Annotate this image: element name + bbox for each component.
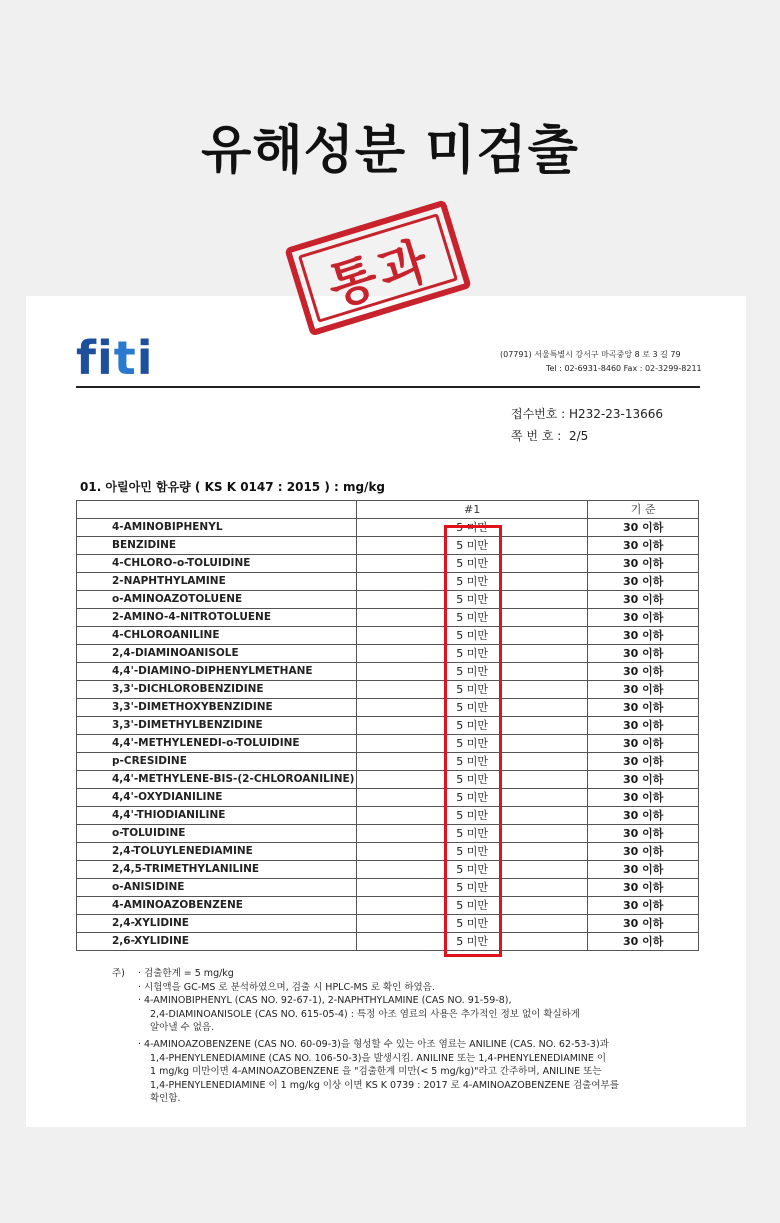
table-row — [77, 807, 699, 825]
table-row — [77, 771, 699, 789]
standard-value: 30 이하 — [588, 609, 699, 627]
lab-address: (07791) 서울특별시 강서구 마곡중앙 8 로 3 길 79 — [500, 350, 681, 359]
receipt-number: 접수번호 : H232-23-13666 — [511, 407, 664, 421]
note-aminoazobenzene-cont2: 1 mg/kg 미만이면 4-AMINOAZOBENZENE 을 "검출한계 미만(< 5 mg/kg)"라고 간주하며, ANILINE 또는 — [150, 1066, 602, 1077]
fiti-logo: fiti — [76, 331, 154, 385]
analyte-name: o-ANISIDINE — [77, 879, 357, 897]
result-value: 5 미만 — [356, 609, 587, 627]
table-row — [77, 843, 699, 861]
table-row — [77, 555, 699, 573]
note-aminoazobenzene-end: 확인함. — [150, 1093, 181, 1104]
note-aminoazobenzene-cont3: 1,4-PHENYLENEDIAMINE 이 1 mg/kg 이상 이면 KS K 0739 : 2017 로 4-AMINOAZOBENZENE 검출여부를 — [150, 1079, 619, 1091]
analyte-name: 2,4-XYLIDINE — [77, 915, 357, 933]
analyte-name: 2,4,5-TRIMETHYLANILINE — [77, 861, 357, 879]
result-value: 5 미만 — [356, 915, 587, 933]
result-value: 5 미만 — [356, 807, 587, 825]
standard-value: 30 이하 — [588, 555, 699, 573]
section-title: 01. 아릴아민 함유량 ( KS K 0147 : 2015 ) : mg/kg — [80, 480, 386, 494]
page-number: 쪽 번 호 : 2/5 — [511, 429, 589, 443]
result-value: 5 미만 — [356, 681, 587, 699]
result-value: 5 미만 — [356, 879, 587, 897]
analyte-name: p-CRESIDINE — [77, 753, 357, 771]
note-aminoazobenzene-cont1: 1,4-PHENYLENEDIAMINE (CAS NO. 106-50-3)을 발생시킴. ANILINE 또는 1,4-PHENYLENEDIAMINE 이 — [150, 1052, 607, 1064]
table-row — [77, 609, 699, 627]
header-analyte — [77, 501, 357, 519]
standard-value: 30 이하 — [588, 933, 699, 951]
result-value: 5 미만 — [356, 897, 587, 915]
page-headline: 유해성분 미검출 — [201, 121, 579, 181]
standard-value: 30 이하 — [588, 537, 699, 555]
standard-value: 30 이하 — [588, 519, 699, 537]
standard-value: 30 이하 — [588, 735, 699, 753]
result-value: 5 미만 — [356, 717, 587, 735]
analyte-name: 2-NAPHTHYLAMINE — [77, 573, 357, 591]
standard-value: 30 이하 — [588, 645, 699, 663]
table-row — [77, 717, 699, 735]
standard-value: 30 이하 — [588, 789, 699, 807]
note-amines: · 4-AMINOBIPHENYL (CAS NO. 92-67-1), 2-NAPHTHYLAMINE (CAS NO. 91-59-8), — [138, 995, 512, 1006]
analyte-name: 4-AMINOBIPHENYL — [77, 519, 357, 537]
table-row — [77, 879, 699, 897]
analyte-name: 2-AMINO-4-NITROTOLUENE — [77, 609, 357, 627]
result-value: 5 미만 — [356, 861, 587, 879]
table-row — [77, 699, 699, 717]
result-value: 5 미만 — [356, 825, 587, 843]
result-value: 5 미만 — [356, 789, 587, 807]
analyte-name: 2,4-DIAMINOANISOLE — [77, 645, 357, 663]
table-row — [77, 681, 699, 699]
table-row — [77, 573, 699, 591]
analyte-name: o-AMINOAZOTOLUENE — [77, 591, 357, 609]
table-header-row — [77, 501, 699, 519]
standard-value: 30 이하 — [588, 861, 699, 879]
table-row — [77, 735, 699, 753]
highlight-box — [444, 525, 502, 957]
standard-value: 30 이하 — [588, 879, 699, 897]
analyte-name: 2,4-TOLUYLENEDIAMINE — [77, 843, 357, 861]
note-method: · 시험액을 GC-MS 로 분석하였으며, 검출 시 HPLC-MS 로 확인 하였음. — [138, 981, 435, 993]
analyte-name: o-TOLUIDINE — [77, 825, 357, 843]
table-row — [77, 519, 699, 537]
analyte-name: 4,4'-OXYDIANILINE — [77, 789, 357, 807]
standard-value: 30 이하 — [588, 627, 699, 645]
analyte-name: 4-CHLOROANILINE — [77, 627, 357, 645]
table-row — [77, 753, 699, 771]
result-value: 5 미만 — [356, 753, 587, 771]
table-row — [77, 591, 699, 609]
analyte-name: 4,4'-DIAMINO-DIPHENYLMETHANE — [77, 663, 357, 681]
note-detection-limit: · 검출한계 = 5 mg/kg — [138, 968, 234, 979]
result-value: 5 미만 — [356, 591, 587, 609]
table-row — [77, 897, 699, 915]
test-report-document — [26, 296, 746, 1127]
standard-value: 30 이하 — [588, 573, 699, 591]
result-value: 5 미만 — [356, 537, 587, 555]
result-value: 5 미만 — [356, 735, 587, 753]
analyte-name: 4-CHLORO-o-TOLUIDINE — [77, 555, 357, 573]
result-value: 5 미만 — [356, 843, 587, 861]
standard-value: 30 이하 — [588, 771, 699, 789]
analyte-name: 3,3'-DIMETHOXYBENZIDINE — [77, 699, 357, 717]
analyte-name: 4-AMINOAZOBENZENE — [77, 897, 357, 915]
lab-contact: Tel : 02-6931-8460 Fax : 02-3299-8211 — [546, 364, 702, 373]
analyte-name: 4,4'-METHYLENE-BIS-(2-CHLOROANILINE) — [77, 771, 357, 789]
analyte-name: 3,3'-DICHLOROBENZIDINE — [77, 681, 357, 699]
standard-value: 30 이하 — [588, 681, 699, 699]
result-value: 5 미만 — [356, 519, 587, 537]
note-amines-cont: 2,4-DIAMINOANISOLE (CAS NO. 615-05-4) : 특정 아조 염료의 사용은 추가적인 정보 없이 확실하게 — [150, 1008, 581, 1020]
result-value: 5 미만 — [356, 663, 587, 681]
standard-value: 30 이하 — [588, 897, 699, 915]
table-row — [77, 825, 699, 843]
result-value: 5 미만 — [356, 771, 587, 789]
notes-marker: 주) — [112, 968, 125, 979]
table-row — [77, 861, 699, 879]
header-divider — [76, 386, 700, 388]
analyte-name: 2,6-XYLIDINE — [77, 933, 357, 951]
table-row — [77, 915, 699, 933]
standard-value: 30 이하 — [588, 591, 699, 609]
analyte-name: 4,4'-THIODIANILINE — [77, 807, 357, 825]
standard-value: 30 이하 — [588, 807, 699, 825]
standard-value: 30 이하 — [588, 843, 699, 861]
table-row — [77, 933, 699, 951]
note-aminoazobenzene: · 4-AMINOAZOBENZENE (CAS NO. 60-09-3)을 형성할 수 있는 아조 염료는 ANILINE (CAS. NO. 62-53-3)과 — [138, 1039, 609, 1050]
pass-stamp-text: 통과 — [321, 230, 439, 317]
table-row — [77, 627, 699, 645]
table-row — [77, 537, 699, 555]
standard-value: 30 이하 — [588, 663, 699, 681]
result-value: 5 미만 — [356, 627, 587, 645]
note-amines-end: 알아낼 수 없음. — [150, 1022, 215, 1033]
standard-value: 30 이하 — [588, 699, 699, 717]
standard-value: 30 이하 — [588, 825, 699, 843]
analyte-name: 4,4'-METHYLENEDI-o-TOLUIDINE — [77, 735, 357, 753]
result-value: 5 미만 — [356, 555, 587, 573]
table-row — [77, 663, 699, 681]
header-standard: 기 준 — [588, 501, 699, 519]
result-value: 5 미만 — [356, 645, 587, 663]
result-value: 5 미만 — [356, 573, 587, 591]
header-sample: #1 — [356, 501, 587, 519]
standard-value: 30 이하 — [588, 717, 699, 735]
result-value: 5 미만 — [356, 699, 587, 717]
result-value: 5 미만 — [356, 933, 587, 951]
table-row — [77, 645, 699, 663]
analyte-name: 3,3'-DIMETHYLBENZIDINE — [77, 717, 357, 735]
table-row — [77, 789, 699, 807]
standard-value: 30 이하 — [588, 753, 699, 771]
analyte-name: BENZIDINE — [77, 537, 357, 555]
standard-value: 30 이하 — [588, 915, 699, 933]
results-table — [76, 500, 699, 951]
